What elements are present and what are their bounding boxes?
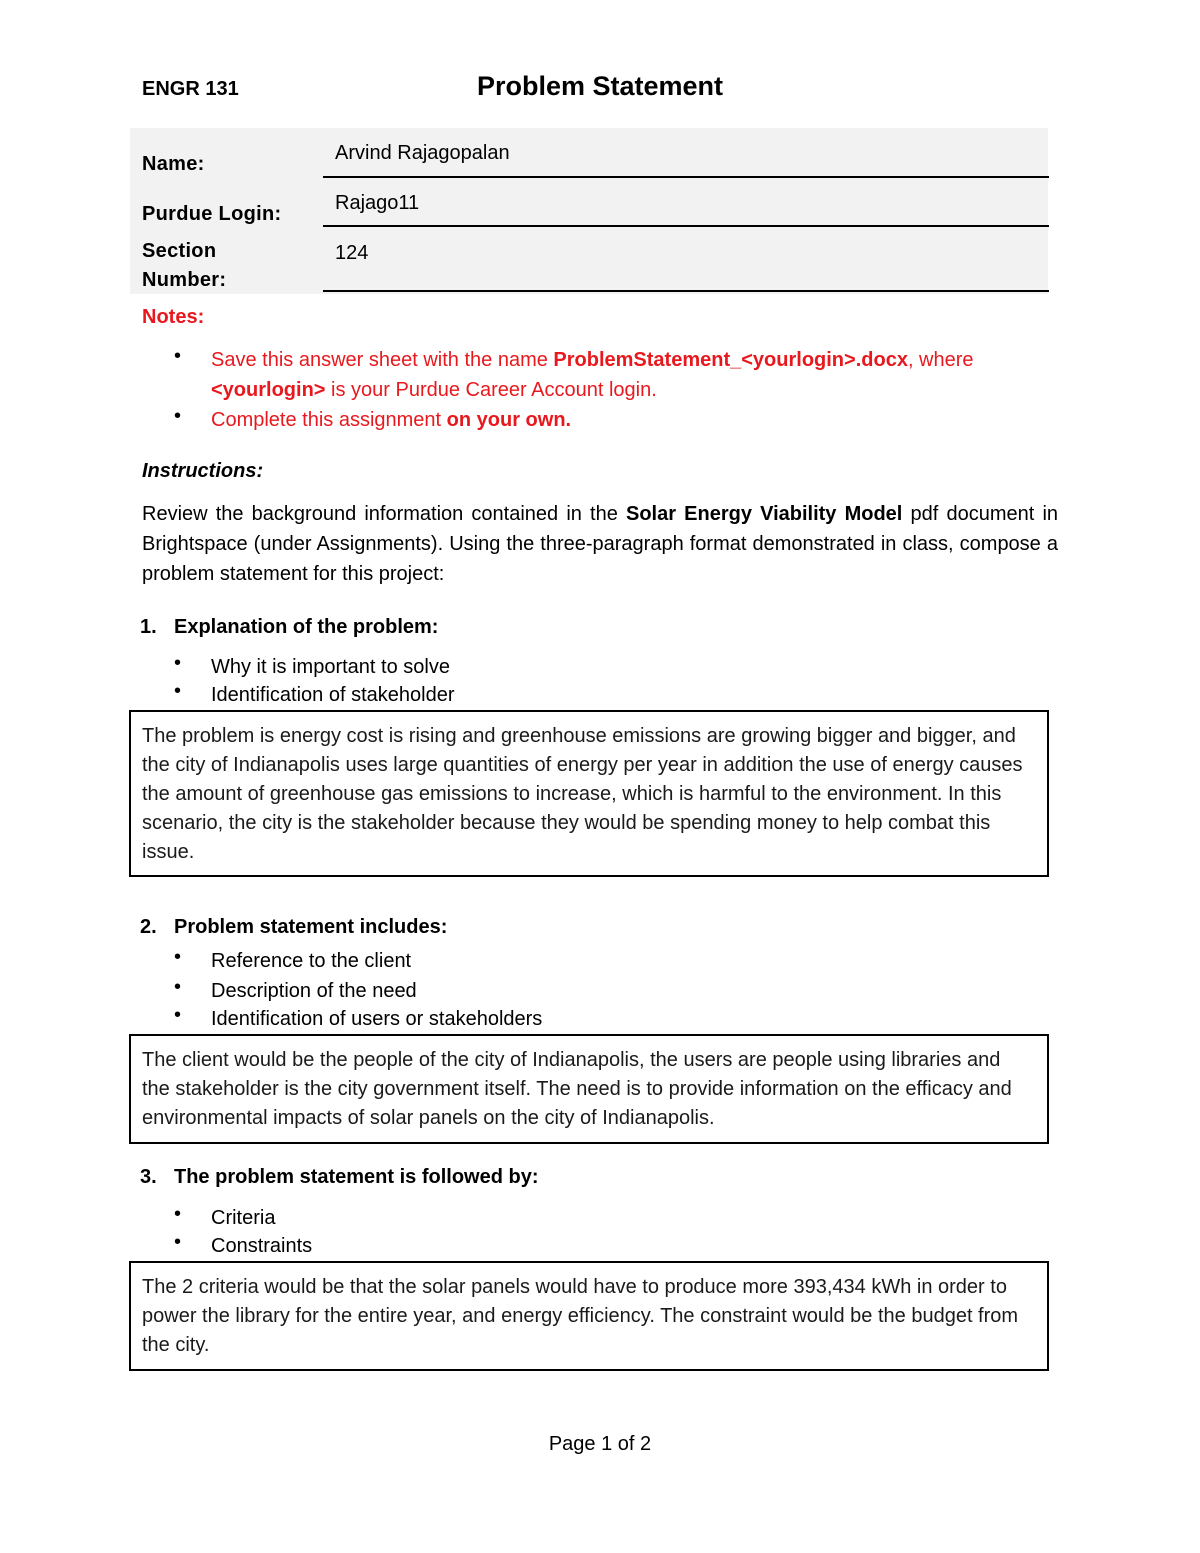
section-label-line1: Section bbox=[142, 240, 217, 262]
course-code: ENGR 131 bbox=[142, 78, 239, 100]
section-heading-3: 3. The problem statement is followed by: bbox=[140, 1166, 539, 1188]
student-info-block bbox=[130, 128, 1048, 294]
instructions-body: Review the background information contained in the Solar Energy Viability Model pdf document in Brightspace (under Assignments). Using the three-paragraph format demonstrated in class, compose a problem statement for this project: bbox=[142, 503, 1059, 585]
page-number: Page 1 of 2 bbox=[548, 1433, 652, 1455]
name-label: Name: bbox=[142, 153, 205, 175]
bullet-icon: • bbox=[174, 946, 182, 968]
note-item-save: Save this answer sheet with the name ProblemStatement_<yourlogin>.docx, where <yourlogin> is your Purdue Career Account login. bbox=[211, 349, 974, 401]
bullet-icon: • bbox=[174, 976, 182, 998]
instructions-title: Instructions: bbox=[142, 460, 264, 482]
answer-box-1: The problem is energy cost is rising and greenhouse emissions are growing bigger and bigger, and the city of Indianapolis uses large quantities of energy per year in addition the use of energy causes the amount of greenhouse gas emissions to increase, which is harmful to the environment. In this scenario, the city is the stakeholder because they would be spending money to help combat this issue. bbox=[129, 710, 1049, 877]
list-item: Why it is important to solve bbox=[211, 656, 450, 678]
answer-box-2: The client would be the people of the city of Indianapolis, the users are people using libraries and the stakeholder is the city government itself. The need is to provide information on the efficacy and environmental impacts of solar panels on the city of Indianapolis. bbox=[129, 1034, 1049, 1144]
name-underline bbox=[323, 176, 1049, 178]
section-value: 124 bbox=[335, 242, 369, 264]
answer-box-3: The 2 criteria would be that the solar panels would have to produce more 393,434 kWh in order to power the library for the entire year, and energy efficiency. The constraint would be the budget from the city. bbox=[129, 1261, 1049, 1371]
bullet-icon: • bbox=[174, 1231, 182, 1253]
bullet-icon: • bbox=[174, 345, 182, 367]
bullet-icon: • bbox=[174, 680, 182, 702]
section-label-line2: Number: bbox=[142, 269, 227, 291]
section-heading-1: 1. Explanation of the problem: bbox=[140, 616, 439, 638]
bullet-icon: • bbox=[174, 652, 182, 674]
login-label: Purdue Login: bbox=[142, 203, 282, 225]
bullet-icon: • bbox=[174, 405, 182, 427]
list-item: Identification of users or stakeholders bbox=[211, 1008, 543, 1030]
list-item: Reference to the client bbox=[211, 950, 412, 972]
login-underline bbox=[323, 225, 1049, 227]
section-heading-2: 2. Problem statement includes: bbox=[140, 916, 448, 938]
name-value: Arvind Rajagopalan bbox=[335, 142, 510, 164]
notes-title: Notes: bbox=[142, 306, 205, 328]
page-title: Problem Statement bbox=[476, 71, 724, 101]
list-item: Criteria bbox=[211, 1207, 276, 1229]
list-item: Constraints bbox=[211, 1235, 313, 1257]
list-item: Identification of stakeholder bbox=[211, 684, 455, 706]
bullet-icon: • bbox=[174, 1203, 182, 1225]
login-value: Rajago11 bbox=[335, 192, 420, 214]
bullet-icon: • bbox=[174, 1004, 182, 1026]
section-underline bbox=[323, 290, 1049, 292]
list-item: Description of the need bbox=[211, 980, 417, 1002]
note-item-own: Complete this assignment on your own. bbox=[211, 409, 572, 431]
